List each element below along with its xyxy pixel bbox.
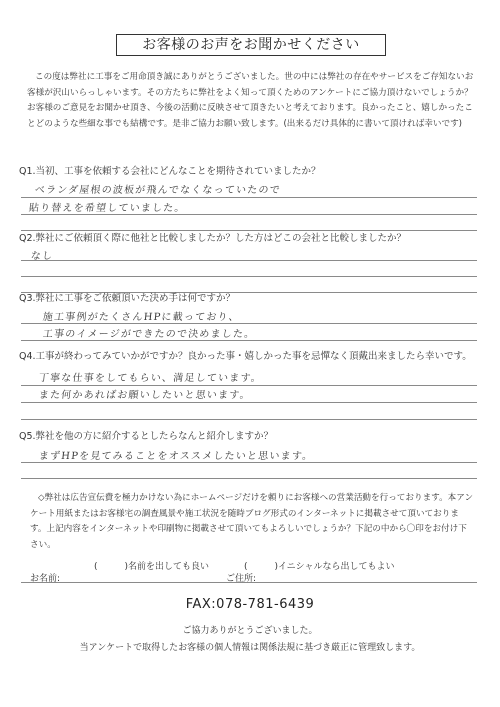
answer-rule [21,402,477,403]
answer-1-line-2: 貼り替えを希望していました。 [28,203,187,214]
question-4: Q4.工事が終わってみていかがですか？良かった事・嬉しかった事を忌憚なく頂戴出来ましたら幸いです。 [19,351,472,362]
notice-text: ◇弊社は広告宣伝費を極力かけない為にホームページだけを頼りにお客様への営業活動を行っております。本アンケート用紙またはお客様宅の調査風景や施工状況を随時ブログ形式のインターネットに掲載させて頂いております。上記内容をインターネットや印刷物に掲載させて頂いてもよろしいでしょうか？下記の中から〇印をお付け下さい。 [30,493,474,550]
address-field-label: ご住所: [226,574,257,584]
answer-rule [21,323,477,324]
publication-notice [30,491,475,553]
name-field-label: お名前: [30,574,61,584]
question-2: Q2.弊社にご依頼頂く際に他社と比較しましたか？した方はどこの会社と比較しましたか？ [19,233,407,244]
answer-rule [21,340,477,341]
answer-3-line-2: 工事のイメージができたので決めました。 [42,329,256,340]
name-address-rule [21,582,477,583]
intro-paragraph: この度は弊社に工事をご用命頂き誠にありがとうございました。世の中には弊社の存在やサービスをご存知ないお客様が沢山いらっしゃいます。その方たちに弊社をよく知って頂くためのアンケートにご協力頂けないでしょうか？お客様のご意見をお聞かせ頂き、今後の活動に反映させて頂きたいと考えております。良かったこと、嬉しかったことどのような些細な事でも結構です。是非ご協力お願い致します。(出来るだけ具体的に書いて頂ければ幸いです) [27,72,474,129]
answer-4-line-1: 丁寧な仕事をしてもらい、満足しています。 [38,373,263,384]
answer-2-line-1: なし [30,251,54,262]
question-1: Q1.当初、工事を依頼する会社にどんなことを期待されていましたか？ [19,166,321,177]
answer-rule [21,462,477,463]
consent-option-initials[interactable]: ( )イニシャルなら出してもよい [244,562,395,572]
answer-rule [21,260,477,261]
question-5: Q5.弊社を他の方に紹介するとしたらなんと紹介しますか？ [19,431,274,442]
page-title: お客様のお声をお聞かせください [116,34,386,56]
answer-rule [21,197,477,198]
answer-3-line-1: 施工事例がたくさんHPに載っており、 [42,312,241,323]
answer-5-line-1: まずHPを見てみることをオススメしたいと思います。 [38,451,314,462]
consent-option-name[interactable]: ( )名前を出しても良い [94,562,210,572]
answer-1-line-1: ベランダ屋根の波板が飛んでなくなっていたので [34,185,282,196]
answer-rule [21,419,477,420]
answer-4-line-2: また何かあればお願いしたいと思います。 [38,390,252,401]
answer-rule [21,230,477,231]
question-3: Q3.弊社に工事をご依頼頂いた決め手は何ですか？ [19,293,236,304]
answer-rule [21,214,477,215]
answer-rule [21,478,477,479]
answer-rule [21,276,477,277]
privacy-statement: 当アンケートで取得したお客様の個人情報は関係法規に基づき厳正に管理致します。 [79,643,421,653]
fax-number: FAX:078-781-6439 [185,597,315,612]
thanks-message: ご協力ありがとうございました。 [182,626,318,636]
